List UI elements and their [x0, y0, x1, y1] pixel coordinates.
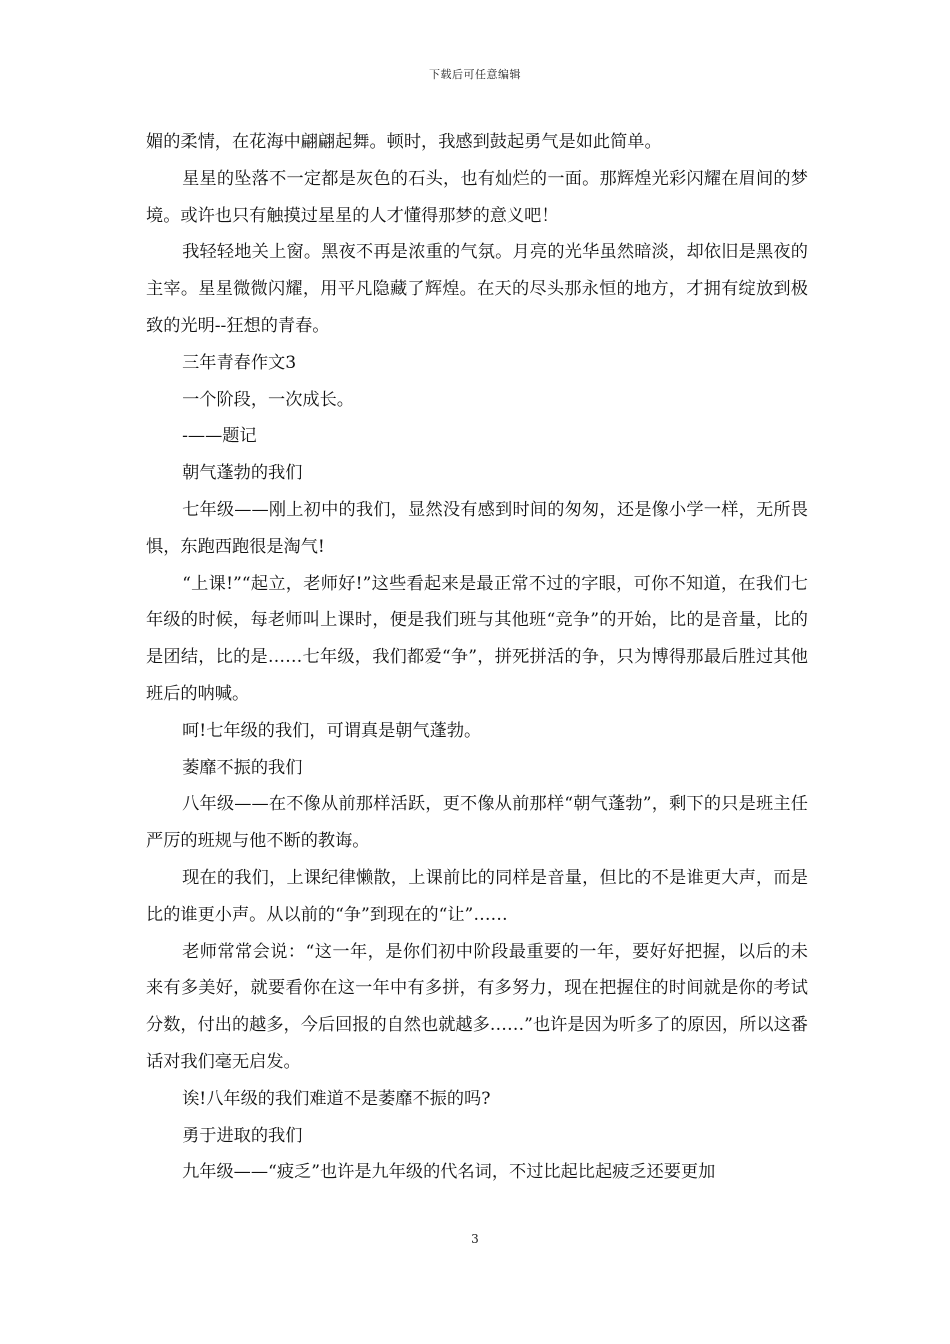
paragraph: 诶!八年级的我们难道不是萎靡不振的吗? [182, 1088, 491, 1109]
subheading: 勇于进取的我们 [182, 1125, 303, 1146]
paragraph: 我轻轻地关上窗。黑夜不再是浓重的气氛。月亮的光华虽然暗淡，却依旧是黑夜的主宰。星星微微闪耀，用平凡隐藏了辉煌。在天的尽头那永恒的地方，才拥有绽放到极致的光明--狂想的青春。 [146, 242, 808, 336]
paragraph: 现在的我们，上课纪律懒散，上课前比的同样是音量，但比的不是谁更大声，而是比的谁更小声。从以前的“争”到现在的“让”…… [146, 867, 808, 925]
paragraph: 一个阶段，一次成长。 [182, 389, 354, 410]
document-body [146, 124, 808, 1191]
section-title: 三年青春作文3 [182, 352, 297, 373]
subheading: 萎靡不振的我们 [182, 757, 303, 778]
paragraph: “上课!”“起立，老师好!”这些看起来是最正常不过的字眼，可你不知道，在我们七年级的时候，每老师叫上课时，便是我们班与其他班“竞争”的开始，比的是音量，比的是团结，比的是……七年级，我们都爱“争”，拼死拼活的争，只为博得那最后胜过其他班后的呐喊。 [146, 573, 808, 704]
paragraph: 星星的坠落不一定都是灰色的石头，也有灿烂的一面。那辉煌光彩闪耀在眉间的梦境。或许也只有触摸过星星的人才懂得那梦的意义吧！ [146, 168, 808, 226]
paragraph: 呵!七年级的我们，可谓真是朝气蓬勃。 [182, 720, 482, 741]
paragraph: 八年级——在不像从前那样活跃，更不像从前那样“朝气蓬勃”，剩下的只是班主任严厉的班规与他不断的教诲。 [146, 794, 808, 852]
page-header: 下载后可任意编辑 [429, 68, 521, 81]
paragraph: 老师常常会说：“这一年，是你们初中阶段最重要的一年，要好好把握，以后的未来有多美好，就要看你在这一年中有多拼，有多努力，现在把握住的时间就是你的考试分数，付出的越多，今后回报的自然也就越多……”也许是因为听多了的原因，所以这番话对我们毫无启发。 [146, 941, 808, 1072]
page-number: 3 [471, 1232, 479, 1246]
paragraph: 七年级——刚上初中的我们，显然没有感到时间的匆匆，还是像小学一样，无所畏惧，东跑西跑很是淘气! [146, 499, 808, 557]
paragraph: 九年级——“疲乏”也许是九年级的代名词，不过比起比起疲乏还要更加 [182, 1162, 716, 1183]
paragraph: 媚的柔情，在花海中翩翩起舞。顿时，我感到鼓起勇气是如此简单。 [146, 132, 662, 152]
subheading: 朝气蓬勃的我们 [182, 463, 303, 484]
epigraph-note: -——题记 [182, 426, 257, 447]
